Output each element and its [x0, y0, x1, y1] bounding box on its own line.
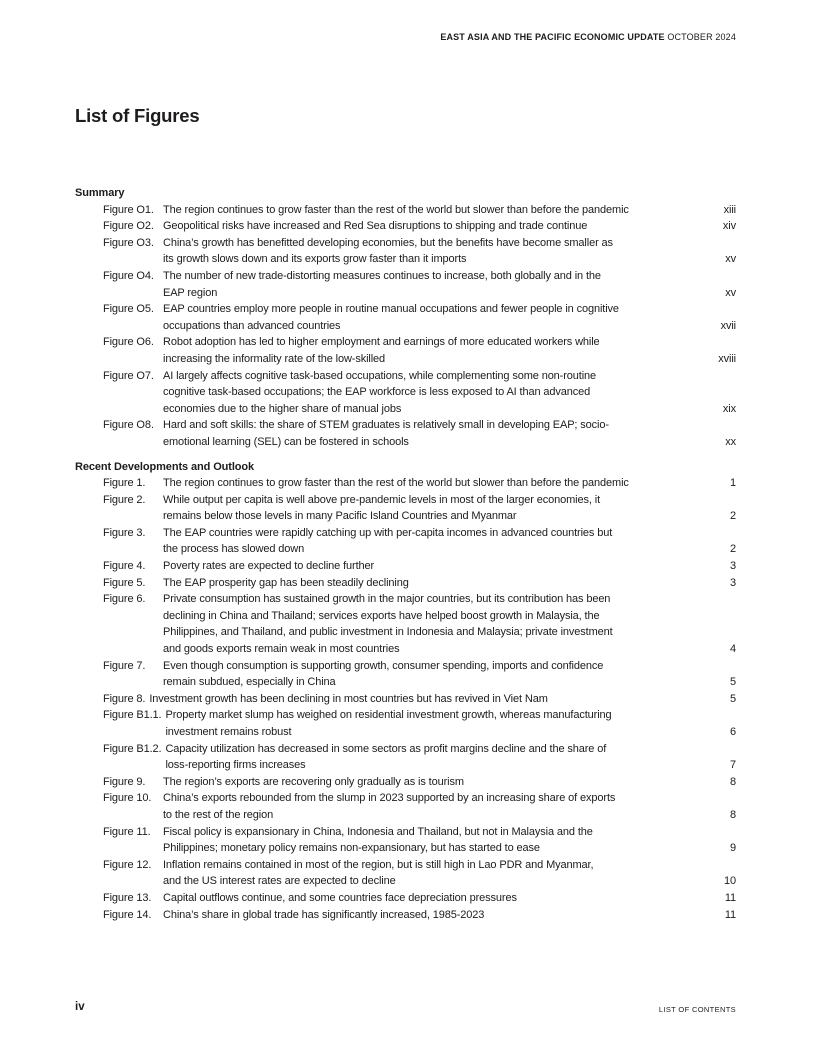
figure-page-number: 8	[730, 808, 736, 821]
figure-page-number: xiii	[723, 203, 736, 216]
figure-label: Figure 10.	[103, 792, 152, 805]
figure-title: China’s exports rebounded from the slump in 2023 supported by an increasing share of exports to the rest of the region	[163, 792, 616, 821]
figure-title: AI largely affects cognitive task-based occupations, while complementing some non-routine cognitive task-based occupations; the EAP workforce is less exposed to AI than advanced economies due to the higher share of manual jobs	[163, 369, 597, 415]
figure-page-number: 3	[730, 560, 736, 573]
figure-label: Figure B1.2.	[103, 742, 162, 755]
figure-label: Figure 6.	[103, 593, 146, 606]
figure-entry	[103, 268, 736, 301]
figure-page-number: xx	[725, 435, 736, 448]
figure-label: Figure B1.1.	[103, 709, 162, 722]
figure-page-number: 8	[730, 775, 736, 788]
figure-page-number: 4	[730, 643, 736, 656]
figure-label: Figure O6.	[103, 336, 154, 349]
figure-title: Geopolitical risks have increased and Red Sea disruptions to shipping and trade continue	[163, 220, 588, 233]
figure-label: Figure 2.	[103, 493, 146, 506]
figure-entry	[103, 591, 736, 657]
figure-page-number: xviii	[718, 352, 736, 365]
figure-section	[75, 185, 736, 451]
figure-title: The region’s exports are recovering only gradually as is tourism	[163, 775, 464, 788]
figure-title: The region continues to grow faster than the rest of the world but slower than before the pandemic	[163, 203, 629, 216]
running-header	[440, 32, 736, 42]
figure-title: Poverty rates are expected to decline further	[163, 560, 375, 573]
figure-title: China’s growth has benefitted developing economies, but the benefits have become smaller as its growth slows down and its exports grow faster than it imports	[163, 236, 613, 266]
figure-entry	[103, 658, 736, 691]
figure-entry	[103, 334, 736, 367]
figure-entry	[103, 907, 736, 924]
figure-title: EAP countries employ more people in routine manual occupations and fewer people in cognitive occupations than advanced countries	[163, 303, 619, 332]
figure-page-number: 2	[730, 543, 736, 556]
figure-page-number: xv	[725, 286, 736, 299]
section-entries	[103, 475, 736, 923]
figure-page-number: 5	[730, 676, 736, 689]
figure-list	[75, 185, 736, 923]
figure-entry	[103, 707, 736, 740]
figure-title: Fiscal policy is expansionary in China, Indonesia and Thailand, but not in Malaysia and the Philippines; monetary policy remains non-expansionary, but has started to ease	[163, 825, 593, 855]
section-entries	[103, 202, 736, 451]
figure-label: Figure 9.	[103, 775, 146, 788]
figure-entry	[103, 368, 736, 418]
figure-title: The EAP countries were rapidly catching up with per-capita incomes in advanced countries but the process has slowed down	[163, 526, 613, 556]
figure-page-number: 5	[730, 692, 736, 705]
figure-title: Private consumption has sustained growth in the major countries, but its contribution has been declining in China and Thailand; services exports have helped boost growth in Malaysia, the Philippines, and Thailand, and public investment in Indonesia and Malaysia; private investment and goods exports remain weak in most countries	[163, 593, 613, 656]
figure-title: Inflation remains contained in most of the region, but is still high in Lao PDR and Myanmar, and the US interest rates are expected to decline	[163, 858, 594, 888]
figure-page-number: 11	[724, 908, 736, 921]
figure-entry	[103, 790, 736, 823]
figure-page-number: 2	[730, 510, 736, 523]
figure-page-number: 11	[724, 891, 736, 904]
figure-title: Capacity utilization has decreased in some sectors as profit margins decline and the share of loss-reporting firms increases	[165, 742, 607, 772]
figure-title: The EAP prosperity gap has been steadily declining	[163, 576, 409, 589]
figure-label: Figure 13.	[103, 891, 152, 904]
figure-entry	[103, 417, 736, 450]
figure-title: China’s share in global trade has significantly increased, 1985-2023	[163, 908, 485, 921]
figure-title: The region continues to grow faster than the rest of the world but slower than before the pandemic	[163, 477, 629, 490]
figure-entry	[103, 218, 736, 235]
figure-entry	[103, 774, 736, 791]
figure-label: Figure 4.	[103, 560, 146, 573]
figure-title: Even though consumption is supporting growth, consumer spending, imports and confidence remain subdued, especially in China	[163, 659, 604, 689]
figure-entry	[103, 857, 736, 890]
figure-entry	[103, 890, 736, 907]
section-heading: Summary	[75, 187, 125, 199]
figure-page-number: 10	[724, 875, 736, 888]
figure-title: Property market slump has weighed on residential investment growth, whereas manufacturing investment remains robust	[165, 709, 612, 738]
figure-page-number: 1	[730, 477, 736, 490]
figure-entry	[103, 558, 736, 575]
figure-label: Figure 1.	[103, 477, 146, 490]
figure-page-number: 9	[730, 842, 736, 855]
figure-entry	[103, 475, 736, 492]
figure-page-number: xvii	[720, 319, 736, 332]
figure-title: The number of new trade-distorting measures continues to increase, both globally and in the EAP region	[163, 269, 601, 299]
figure-label: Figure O8.	[103, 419, 154, 432]
figure-label: Figure 8.	[103, 692, 146, 705]
figure-entry	[103, 301, 736, 334]
figure-entry	[103, 575, 736, 592]
figure-title: Hard and soft skills: the share of STEM graduates is relatively small in developing EAP; socio- emotional learning (SEL) can be fostered in schools	[163, 419, 609, 448]
running-header-title: EAST ASIA AND THE PACIFIC ECONOMIC UPDATE	[440, 32, 665, 42]
figure-page-number: 7	[730, 759, 736, 772]
figure-label: Figure O5.	[103, 303, 154, 316]
figure-entry	[103, 492, 736, 525]
figure-label: Figure O7.	[103, 369, 154, 382]
figure-title: Robot adoption has led to higher employment and earnings of more educated workers while increasing the informality rate of the low-skilled	[163, 336, 600, 365]
figure-title: While output per capita is well above pre-pandemic levels in most of the larger economies, it remains below those levels in many Pacific Island Countries and Myanmar	[163, 493, 601, 523]
figure-section	[75, 459, 736, 924]
figure-label: Figure 14.	[103, 908, 152, 921]
figure-label: Figure 5.	[103, 576, 146, 589]
figure-label: Figure 3.	[103, 526, 146, 539]
running-header-date: OCTOBER 2024	[667, 32, 736, 42]
figure-label: Figure 12.	[103, 858, 152, 871]
page-title: List of Figures	[75, 105, 200, 126]
figure-page-number: xiv	[722, 220, 736, 233]
footer-section-label: LIST OF CONTENTS	[658, 1005, 736, 1014]
figure-label: Figure O4.	[103, 269, 154, 282]
figure-title: Capital outflows continue, and some countries face depreciation pressures	[163, 891, 517, 904]
figure-entry	[103, 741, 736, 774]
figure-page-number: xix	[722, 402, 736, 415]
figure-entry	[103, 202, 736, 219]
figure-page-number: 3	[730, 576, 736, 589]
footer-page-number: iv	[75, 1001, 85, 1013]
figure-title: Investment growth has been declining in most countries but has revived in Viet Nam	[149, 692, 548, 705]
figure-entry	[103, 525, 736, 558]
figure-label: Figure O3.	[103, 236, 154, 249]
section-heading: Recent Developments and Outlook	[75, 460, 255, 473]
figure-label: Figure 7.	[103, 659, 146, 672]
figure-entry	[103, 824, 736, 857]
figure-label: Figure O1.	[103, 203, 154, 216]
figure-entry	[103, 235, 736, 268]
figure-page-number: 6	[730, 726, 736, 738]
figure-entry	[103, 691, 736, 708]
figure-page-number: xv	[725, 253, 736, 266]
figure-label: Figure 11.	[103, 825, 151, 838]
figure-label: Figure O2.	[103, 220, 154, 233]
